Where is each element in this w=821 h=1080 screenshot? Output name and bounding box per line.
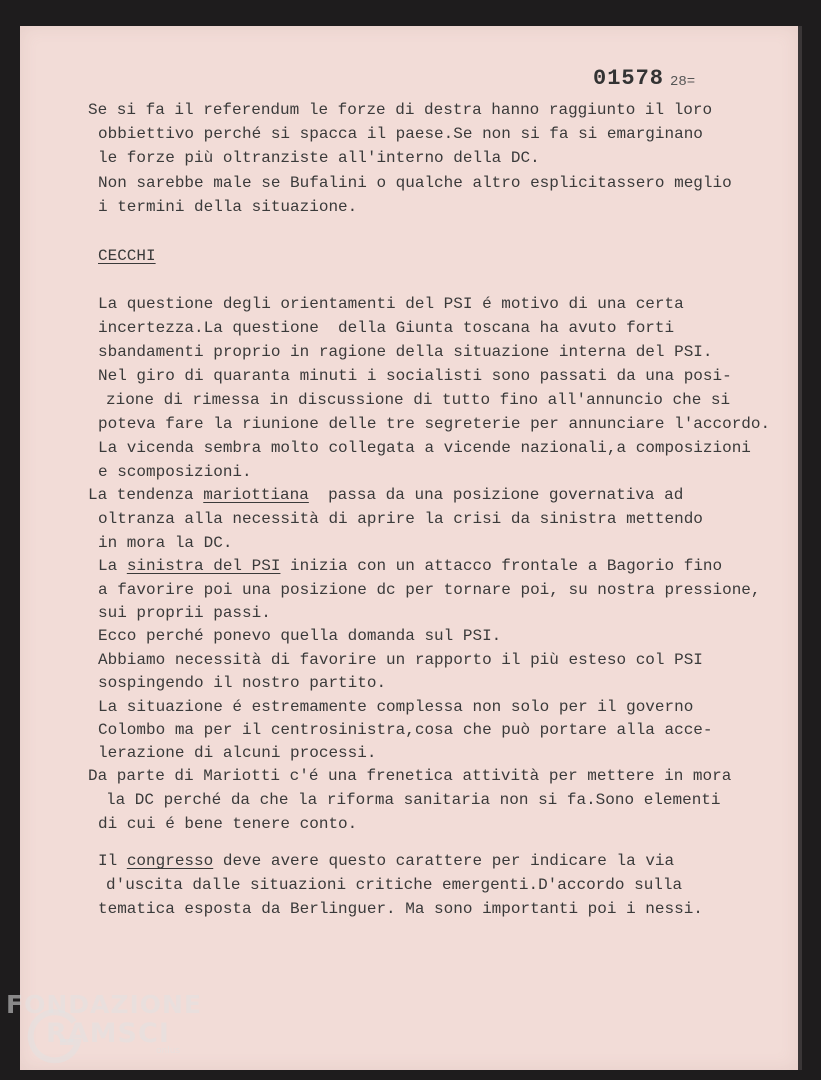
text-line: Non sarebbe male se Bufalini o qualche altro esplicitassero meglio — [98, 174, 732, 192]
section-heading: CECCHI — [98, 247, 156, 265]
text-line: sui proprii passi. — [98, 604, 271, 622]
text-line — [88, 485, 683, 505]
text-segment: deve avere questo carattere per indicare la via — [222, 852, 675, 870]
text-segment: La — [98, 557, 118, 575]
underlined-term: sinistra del PSI — [126, 557, 281, 575]
text-line: La questione degli orientamenti del PSI é motivo di una certa — [98, 295, 684, 313]
text-segment: passa da una posizione governativa ad — [328, 486, 684, 504]
text-line: zione di rimessa in discussione di tutto fino all'annuncio che si — [106, 391, 731, 409]
underlined-term: congresso — [126, 852, 214, 870]
text-line: La situazione é estremamente complessa non solo per il governo — [98, 698, 694, 716]
underlined-term: mariottiana — [203, 486, 309, 504]
text-line: di cui é bene tenere conto. — [98, 815, 358, 833]
text-line: Ecco perché ponevo quella domanda sul PSI. — [98, 627, 502, 645]
document-number: 01578 — [593, 66, 665, 91]
text-line: Nel giro di quaranta minuti i socialisti sono passati da una posi- — [98, 367, 732, 385]
fondazione-gramsci-logo — [6, 990, 206, 1070]
text-line — [98, 851, 674, 871]
text-segment: La tendenza — [88, 486, 194, 504]
text-line: in mora la DC. — [98, 534, 233, 552]
logo-suffix: onlus — [156, 1046, 181, 1056]
page-edge — [798, 26, 802, 1070]
text-line: le forze più oltranziste all'interno della DC. — [98, 149, 540, 167]
text-line: i termini della situazione. — [98, 198, 358, 216]
text-line: sbandamenti proprio in ragione della situazione interna del PSI. — [98, 343, 713, 361]
text-line: d'uscita dalle situazioni critiche emergenti.D'accordo sulla — [106, 876, 683, 894]
text-line: la DC perché da che la riforma sanitaria non si fa.Sono elementi — [106, 791, 721, 809]
text-line: oltranza alla necessità di aprire la crisi da sinistra mettendo — [98, 510, 703, 528]
text-line: poteva fare la riunione delle tre segreterie per annunciare l'accordo. — [98, 415, 771, 433]
text-line: lerazione di alcuni processi. — [98, 744, 377, 762]
text-line: Da parte di Mariotti c'é una frenetica attività per mettere in mora — [88, 767, 732, 785]
text-line: tematica esposta da Berlinguer. Ma sono importanti poi i nessi. — [98, 900, 703, 918]
logo-line2: RAMSCI — [46, 1018, 170, 1049]
document-number-suffix: 28= — [670, 74, 696, 90]
logo-line1: FONDAZIONE — [6, 990, 203, 1019]
text-line: incertezza.La questione della Giunta toscana ha avuto forti — [98, 319, 675, 337]
text-line: sospingendo il nostro partito. — [98, 674, 387, 692]
text-line: a favorire poi una posizione dc per tornare poi, su nostra pressione, — [98, 581, 761, 599]
text-line: Abbiamo necessità di favorire un rapporto il più esteso col PSI — [98, 651, 703, 669]
text-line: La vicenda sembra molto collegata a vicende nazionali,a composizioni — [98, 439, 751, 457]
text-segment: inizia con un attacco frontale a Bagorio fino — [290, 557, 723, 575]
text-line: obbiettivo perché si spacca il paese.Se non si fa si emarginano — [98, 125, 703, 143]
text-line: Colombo ma per il centrosinistra,cosa che può portare alla acce- — [98, 721, 713, 739]
text-line: e scomposizioni. — [98, 463, 252, 481]
text-line — [98, 556, 722, 576]
text-line: Se si fa il referendum le forze di destra hanno raggiunto il loro — [88, 101, 713, 119]
text-segment: Il — [98, 852, 118, 870]
